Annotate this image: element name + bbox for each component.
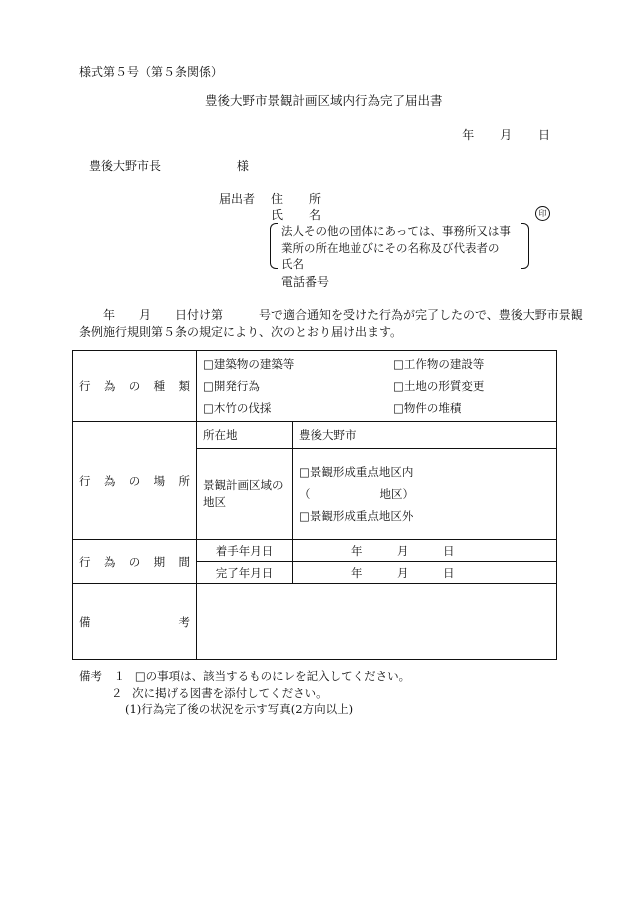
- date-month: 月: [500, 128, 513, 142]
- note-number: ２: [111, 685, 123, 700]
- table-row-location: [73, 422, 557, 449]
- district-label: 景観計画区域の地区: [197, 449, 293, 540]
- addressee-honorific: 様: [236, 159, 249, 173]
- kind-option[interactable]: □建築物の建築等: [203, 357, 295, 371]
- seal-mark: 印: [535, 206, 550, 221]
- name-label-1: 氏: [271, 208, 284, 222]
- district-option[interactable]: □景観形成重点地区内: [299, 465, 414, 479]
- form-table: [72, 350, 557, 660]
- kind-option[interactable]: □土地の形質変更: [393, 379, 485, 393]
- body-text: [79, 307, 583, 341]
- note-item: [79, 668, 410, 685]
- end-date-value[interactable]: 年 月 日: [293, 562, 557, 584]
- kind-label: 行為の種類: [73, 351, 197, 422]
- remarks-label: 備考: [73, 584, 197, 660]
- form-number: 様式第５号（第５条関係）: [79, 65, 224, 79]
- addressee-name: 豊後大野市長: [89, 159, 162, 173]
- table-row-kind: [73, 351, 557, 422]
- kind-options: [197, 351, 557, 422]
- start-date-value[interactable]: 年 月 日: [293, 540, 557, 562]
- end-date-label: 完了年月日: [197, 562, 293, 584]
- applicant-label: 届出者: [219, 192, 256, 206]
- name-label: [271, 209, 321, 221]
- address-label: [271, 193, 321, 205]
- document-title: 豊後大野市景観計画区域内行為完了届出書: [205, 93, 443, 108]
- note-sub-item: (1)行為完了後の状況を示す写真(2方向以上): [125, 702, 354, 716]
- corporate-note-line: 氏名: [281, 257, 304, 271]
- location-value[interactable]: 豊後大野市: [293, 422, 557, 449]
- location-label: 所在地: [197, 422, 293, 449]
- start-date-label: 着手年月日: [197, 540, 293, 562]
- address-label-1: 住: [271, 192, 284, 206]
- kind-option[interactable]: □開発行為: [203, 379, 260, 393]
- table-row-start: [73, 540, 557, 562]
- remarks-value[interactable]: [197, 584, 557, 660]
- kind-option[interactable]: □物件の堆積: [393, 401, 462, 415]
- corporate-note-line: 法人その他の団体にあっては、事務所又は事: [281, 224, 511, 238]
- addressee: [89, 160, 249, 172]
- district-option[interactable]: □景観形成重点地区外: [299, 509, 414, 523]
- kind-option[interactable]: □木竹の伐採: [203, 401, 272, 415]
- name-label-2: 名: [309, 208, 322, 222]
- date-day: 日: [537, 128, 550, 142]
- body-line: 条例施行規則第５条の規定により、次のとおり届け出ます。: [79, 325, 403, 339]
- body-line: 年 月 日付け第 号で適合通知を受けた行為が完了したので、豊後大野市景観: [79, 308, 583, 322]
- district-option[interactable]: （ 地区）: [299, 487, 414, 501]
- phone-label: 電話番号: [281, 275, 330, 289]
- right-bracket: [521, 223, 529, 269]
- note-text: 次に掲げる図書を添付してください。: [132, 685, 328, 700]
- district-options: [293, 449, 557, 540]
- left-bracket: [270, 223, 278, 269]
- note-number: １: [113, 669, 126, 683]
- corporate-note-line: 業所の所在地並びにその名称及び代表者の: [281, 240, 500, 255]
- kind-option[interactable]: □工作物の建設等: [393, 357, 485, 371]
- note-item: [79, 685, 410, 702]
- address-label-2: 所: [309, 192, 322, 206]
- submission-date: [440, 129, 550, 141]
- note-text: □の事項は、該当するものにレを記入してください。: [134, 669, 411, 683]
- place-label: 行為の場所: [73, 422, 197, 540]
- notes-heading: 備考: [79, 669, 102, 683]
- table-row-remarks: [73, 584, 557, 660]
- date-year: 年: [462, 128, 475, 142]
- notes-block: [79, 668, 410, 718]
- period-label: 行為の期間: [73, 540, 197, 584]
- corporate-note: [281, 223, 529, 273]
